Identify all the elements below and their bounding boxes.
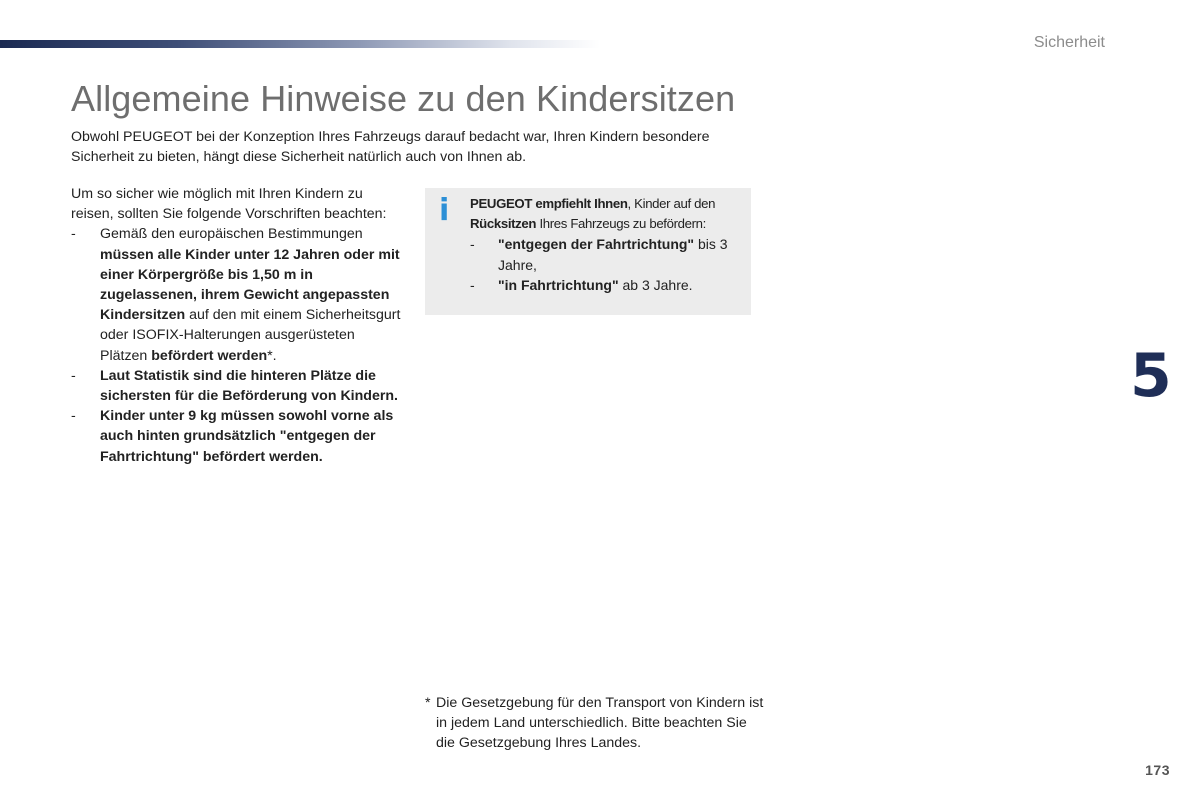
- info-bold-2: Rücksitzen: [470, 216, 537, 232]
- rules-column: [71, 184, 401, 467]
- info-item-1: [470, 234, 745, 274]
- info-icon: i: [439, 193, 450, 228]
- rule-1-pre: Gemäß den europäischen Bestimmungen: [100, 226, 363, 243]
- page-title: Allgemeine Hinweise zu den Kindersitzen: [71, 78, 736, 119]
- rules-lead: Um so sicher wie möglich mit Ihren Kindern zu reisen, sollten Sie folgende Vorschriften beachten:: [71, 186, 387, 223]
- rule-item-3: [71, 406, 401, 467]
- list-dash: -: [71, 408, 76, 425]
- rule-item-2: [71, 366, 401, 406]
- footnote: [425, 693, 765, 754]
- info-bold-1: PEUGEOT empfiehlt Ihnen: [470, 196, 628, 211]
- info-box-lead: [470, 194, 745, 234]
- rule-1-mid: auf den mit einem Sicherheitsgurt oder ISOFIX-Halterungen ausgerüsteten Plätzen: [100, 307, 401, 364]
- info-list: [470, 234, 745, 295]
- footnote-text: Die Gesetzgebung für den Transport von Kindern ist in jedem Land unterschiedlich. Bitte beachten Sie die Gesetzgebung Ihres Landes.: [436, 695, 764, 752]
- info-box: [425, 188, 751, 315]
- info-box-text: [470, 194, 745, 295]
- info-item-2-bold: "in Fahrtrichtung": [498, 276, 619, 293]
- footnote-marker: *: [425, 695, 431, 711]
- rule-2-text: Laut Statistik sind die hinteren Plätze die sichersten für die Beförderung von Kindern.: [100, 367, 398, 405]
- info-text-2: Ihres Fahrzeugs zu befördern:: [536, 216, 706, 232]
- info-item-1-text: bis 3 Jahre,: [498, 236, 728, 273]
- list-dash: -: [71, 367, 76, 384]
- rule-3-text: Kinder unter 9 kg müssen sowohl vorne als auch hinten grundsätzlich "entgegen der Fahrtrichtung" befördert werden.: [100, 408, 394, 465]
- rule-1-bold-end: befördert werden: [151, 347, 268, 364]
- info-item-2: [470, 275, 745, 295]
- header-gradient-rule: [0, 40, 600, 48]
- rules-list: [71, 224, 401, 466]
- chapter-number: 5: [1130, 341, 1172, 411]
- info-text-1: , Kinder auf den: [627, 196, 716, 211]
- list-dash: -: [470, 236, 475, 253]
- info-item-2-text: ab 3 Jahre.: [618, 276, 693, 293]
- rule-item-1: [71, 224, 401, 365]
- intro-paragraph: Obwohl PEUGEOT bei der Konzeption Ihres Fahrzeugs darauf bedacht war, Ihren Kindern besondere Sicherheit zu bieten, hängt diese Sicherheit natürlich auch von Ihnen ab.: [71, 129, 710, 165]
- info-item-1-bold: "entgegen der Fahrtrichtung": [498, 236, 695, 253]
- rule-1-bold: müssen alle Kinder unter 12 Jahren oder mit einer Körpergröße bis 1,50 m in zugelassenen, ihrem Gewicht angepassten Kindersitzen: [100, 246, 400, 324]
- list-dash: -: [71, 226, 76, 243]
- list-dash: -: [470, 276, 475, 293]
- rule-1-post: *.: [267, 347, 277, 364]
- page-number: 173: [1145, 762, 1170, 778]
- section-label: Sicherheit: [1033, 34, 1105, 51]
